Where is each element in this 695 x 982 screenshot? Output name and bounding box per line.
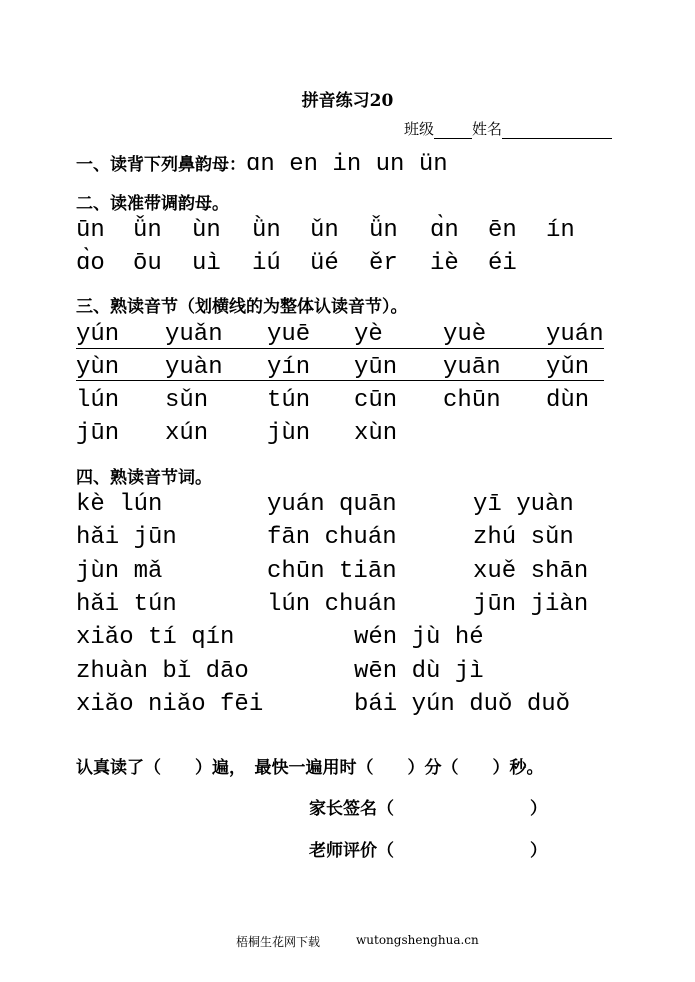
word-item: kè lún — [76, 491, 163, 518]
final-item: ín — [546, 217, 575, 244]
name-blank[interactable] — [502, 122, 612, 139]
page-title: 拼音练习20 — [301, 91, 394, 111]
word-item: zhú sǔn — [473, 524, 574, 551]
section1-heading — [76, 150, 448, 179]
final-item: ùn — [192, 217, 221, 244]
final-item: ǜn — [252, 217, 281, 244]
syllable-item: yè — [354, 321, 383, 348]
word-item: xuě shān — [473, 558, 589, 585]
class-name-line — [404, 118, 612, 139]
final-item: üé — [310, 250, 339, 277]
word-item: jùn mǎ — [76, 558, 163, 585]
syllable-item: sǔn — [165, 387, 209, 414]
syllable-item: yuē — [267, 321, 311, 348]
final-item: ūn — [76, 217, 105, 244]
syllable-item: chūn — [443, 387, 501, 414]
syllable-item: xùn — [354, 420, 398, 447]
final-item: ōu — [133, 250, 162, 277]
section3-heading: 三、熟读音节（划横线的为整体认读音节）。 — [76, 297, 408, 317]
section1-items: ɑn en in un ün — [246, 151, 448, 178]
syllable-item: jūn — [76, 420, 120, 447]
syllable-item: lún — [76, 387, 120, 414]
syllable-item: yuàn — [165, 354, 223, 381]
final-item: éi — [488, 250, 517, 277]
syllable-item: dùn — [546, 387, 590, 414]
word-item: lún chuán — [267, 591, 397, 618]
word-item: wēn dù jì — [354, 658, 484, 685]
word-item: fān chuán — [267, 524, 397, 551]
syllable-item: cūn — [354, 387, 398, 414]
footer-site-name: 梧桐生花网下载 — [236, 935, 321, 949]
word-item: wén jù hé — [354, 624, 484, 651]
teacher-evaluation: 老师评价（ ） — [309, 841, 547, 861]
syllable-item: yún — [76, 321, 120, 348]
word-item: jūn jiàn — [473, 591, 589, 618]
syllable-item: jùn — [267, 420, 311, 447]
final-item: ǚn — [133, 217, 162, 244]
syllable-item: yūn — [354, 354, 398, 381]
final-item: ǚn — [369, 217, 398, 244]
word-item: yuán quān — [267, 491, 397, 518]
underline-row2 — [76, 380, 604, 381]
class-label: 班级 — [404, 120, 435, 138]
word-item: hǎi jūn — [76, 524, 177, 551]
section2-heading: 二、读准带调韵母。 — [76, 194, 229, 214]
final-item: uì — [192, 250, 221, 277]
final-item: ɑ̀n — [430, 217, 459, 244]
word-item: bái yún duǒ duǒ — [354, 691, 571, 718]
section4-heading: 四、熟读音节词。 — [76, 468, 212, 488]
parent-signature: 家长签名（ ） — [309, 799, 547, 819]
final-item: iú — [252, 250, 281, 277]
word-item: hǎi tún — [76, 591, 177, 618]
reading-record: 认真读了（ ）遍， 最快一遍用时（ ）分（ ）秒。 — [76, 758, 544, 778]
final-item: ěr — [369, 250, 398, 277]
final-item: ɑ̀o — [76, 250, 105, 277]
final-item: ēn — [488, 217, 517, 244]
syllable-item: yuán — [546, 321, 604, 348]
underline-row1 — [76, 348, 604, 349]
syllable-item: yuè — [443, 321, 487, 348]
syllable-item: tún — [267, 387, 311, 414]
section1-heading-text: 一、读背下列鼻韵母： — [76, 155, 246, 175]
word-item: chūn tiān — [267, 558, 397, 585]
syllable-item: yuān — [443, 354, 501, 381]
syllable-item: yuǎn — [165, 321, 223, 348]
word-item: xiǎo niǎo fēi — [76, 691, 264, 718]
name-label: 姓名 — [472, 120, 503, 138]
syllable-item: yín — [267, 354, 311, 381]
final-item: iè — [430, 250, 459, 277]
syllable-item: xún — [165, 420, 209, 447]
final-item: ǔn — [310, 217, 339, 244]
syllable-item: yǔn — [546, 354, 590, 381]
class-blank[interactable] — [434, 122, 472, 139]
word-item: xiǎo tí qín — [76, 624, 235, 651]
footer-site-url: wutongshenghua.cn — [356, 933, 479, 947]
word-item: zhuàn bǐ dāo — [76, 658, 249, 685]
syllable-item: yùn — [76, 354, 120, 381]
word-item: yī yuàn — [473, 491, 574, 518]
